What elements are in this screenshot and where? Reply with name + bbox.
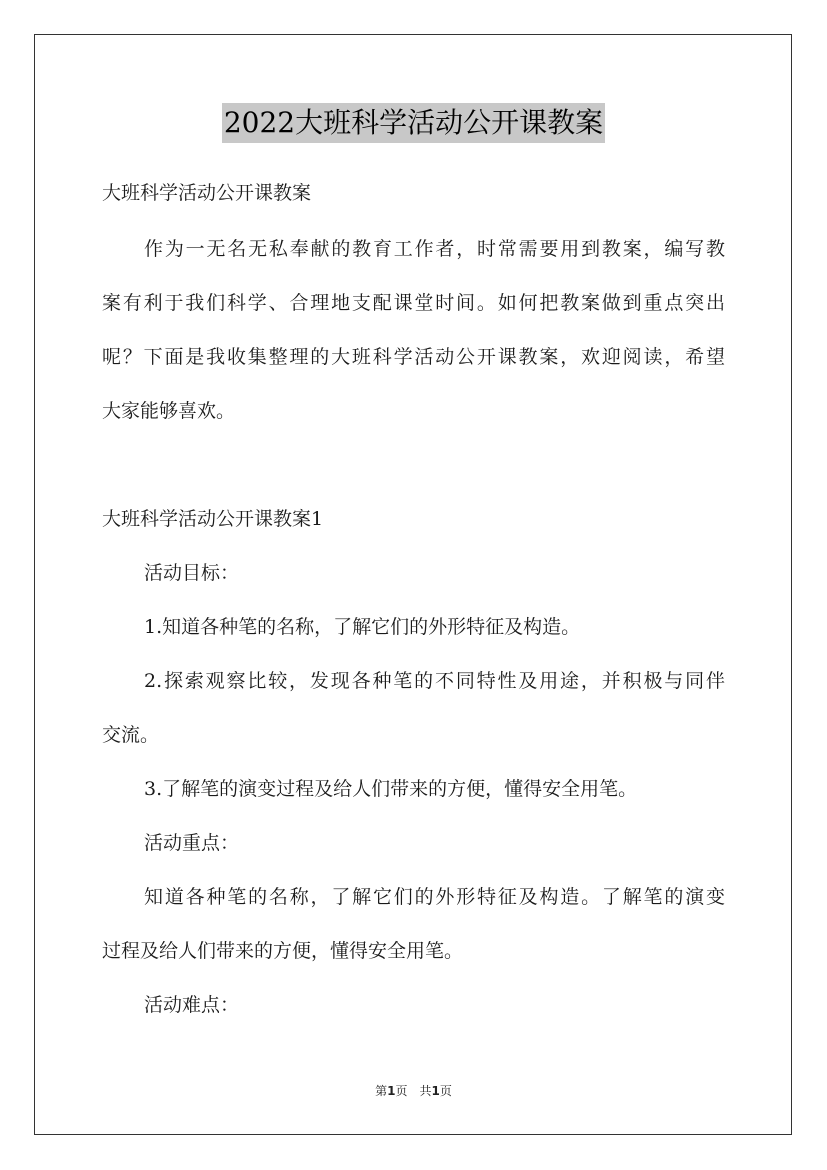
- document-title: 2022大班科学活动公开课教案: [222, 103, 605, 143]
- goal-1: 1.知道各种笔的名称，了解它们的外形特征及构造。: [144, 616, 581, 638]
- page-footer: [0, 1083, 827, 1099]
- difficulty-label: 活动难点：: [144, 994, 240, 1016]
- intro-line-1: 作为一无名无私奉献的教育工作者，时常需要用到教案，编写教: [144, 238, 725, 260]
- goal-3: 3.了解笔的演变过程及给人们带来的方便，懂得安全用笔。: [144, 778, 638, 800]
- document-title-wrap: [0, 103, 827, 143]
- page-mid: 页 共: [395, 1084, 432, 1098]
- page-number: 1: [387, 1084, 396, 1098]
- key-label: 活动重点：: [144, 832, 240, 854]
- page-prefix: 第: [375, 1084, 388, 1098]
- goals-label: 活动目标：: [144, 562, 240, 584]
- page-suffix: 页: [439, 1084, 452, 1098]
- intro-line-3: 呢？下面是我收集整理的大班科学活动公开课教案，欢迎阅读，希望: [102, 346, 725, 368]
- page-total: 1: [431, 1084, 440, 1098]
- section-title: 大班科学活动公开课教案1: [102, 508, 324, 530]
- key-line-1: 知道各种笔的名称，了解它们的外形特征及构造。了解笔的演变: [144, 886, 725, 908]
- intro-line-4: 大家能够喜欢。: [102, 400, 236, 422]
- goal-2-line-2: 交流。: [102, 724, 160, 746]
- goal-2-line-1: 2.探索观察比较，发现各种笔的不同特性及用途，并积极与同伴: [144, 670, 725, 692]
- document-heading: 大班科学活动公开课教案: [102, 182, 312, 204]
- intro-line-2: 案有利于我们科学、合理地支配课堂时间。如何把教案做到重点突出: [102, 292, 725, 314]
- key-line-2: 过程及给人们带来的方便，懂得安全用笔。: [102, 940, 464, 962]
